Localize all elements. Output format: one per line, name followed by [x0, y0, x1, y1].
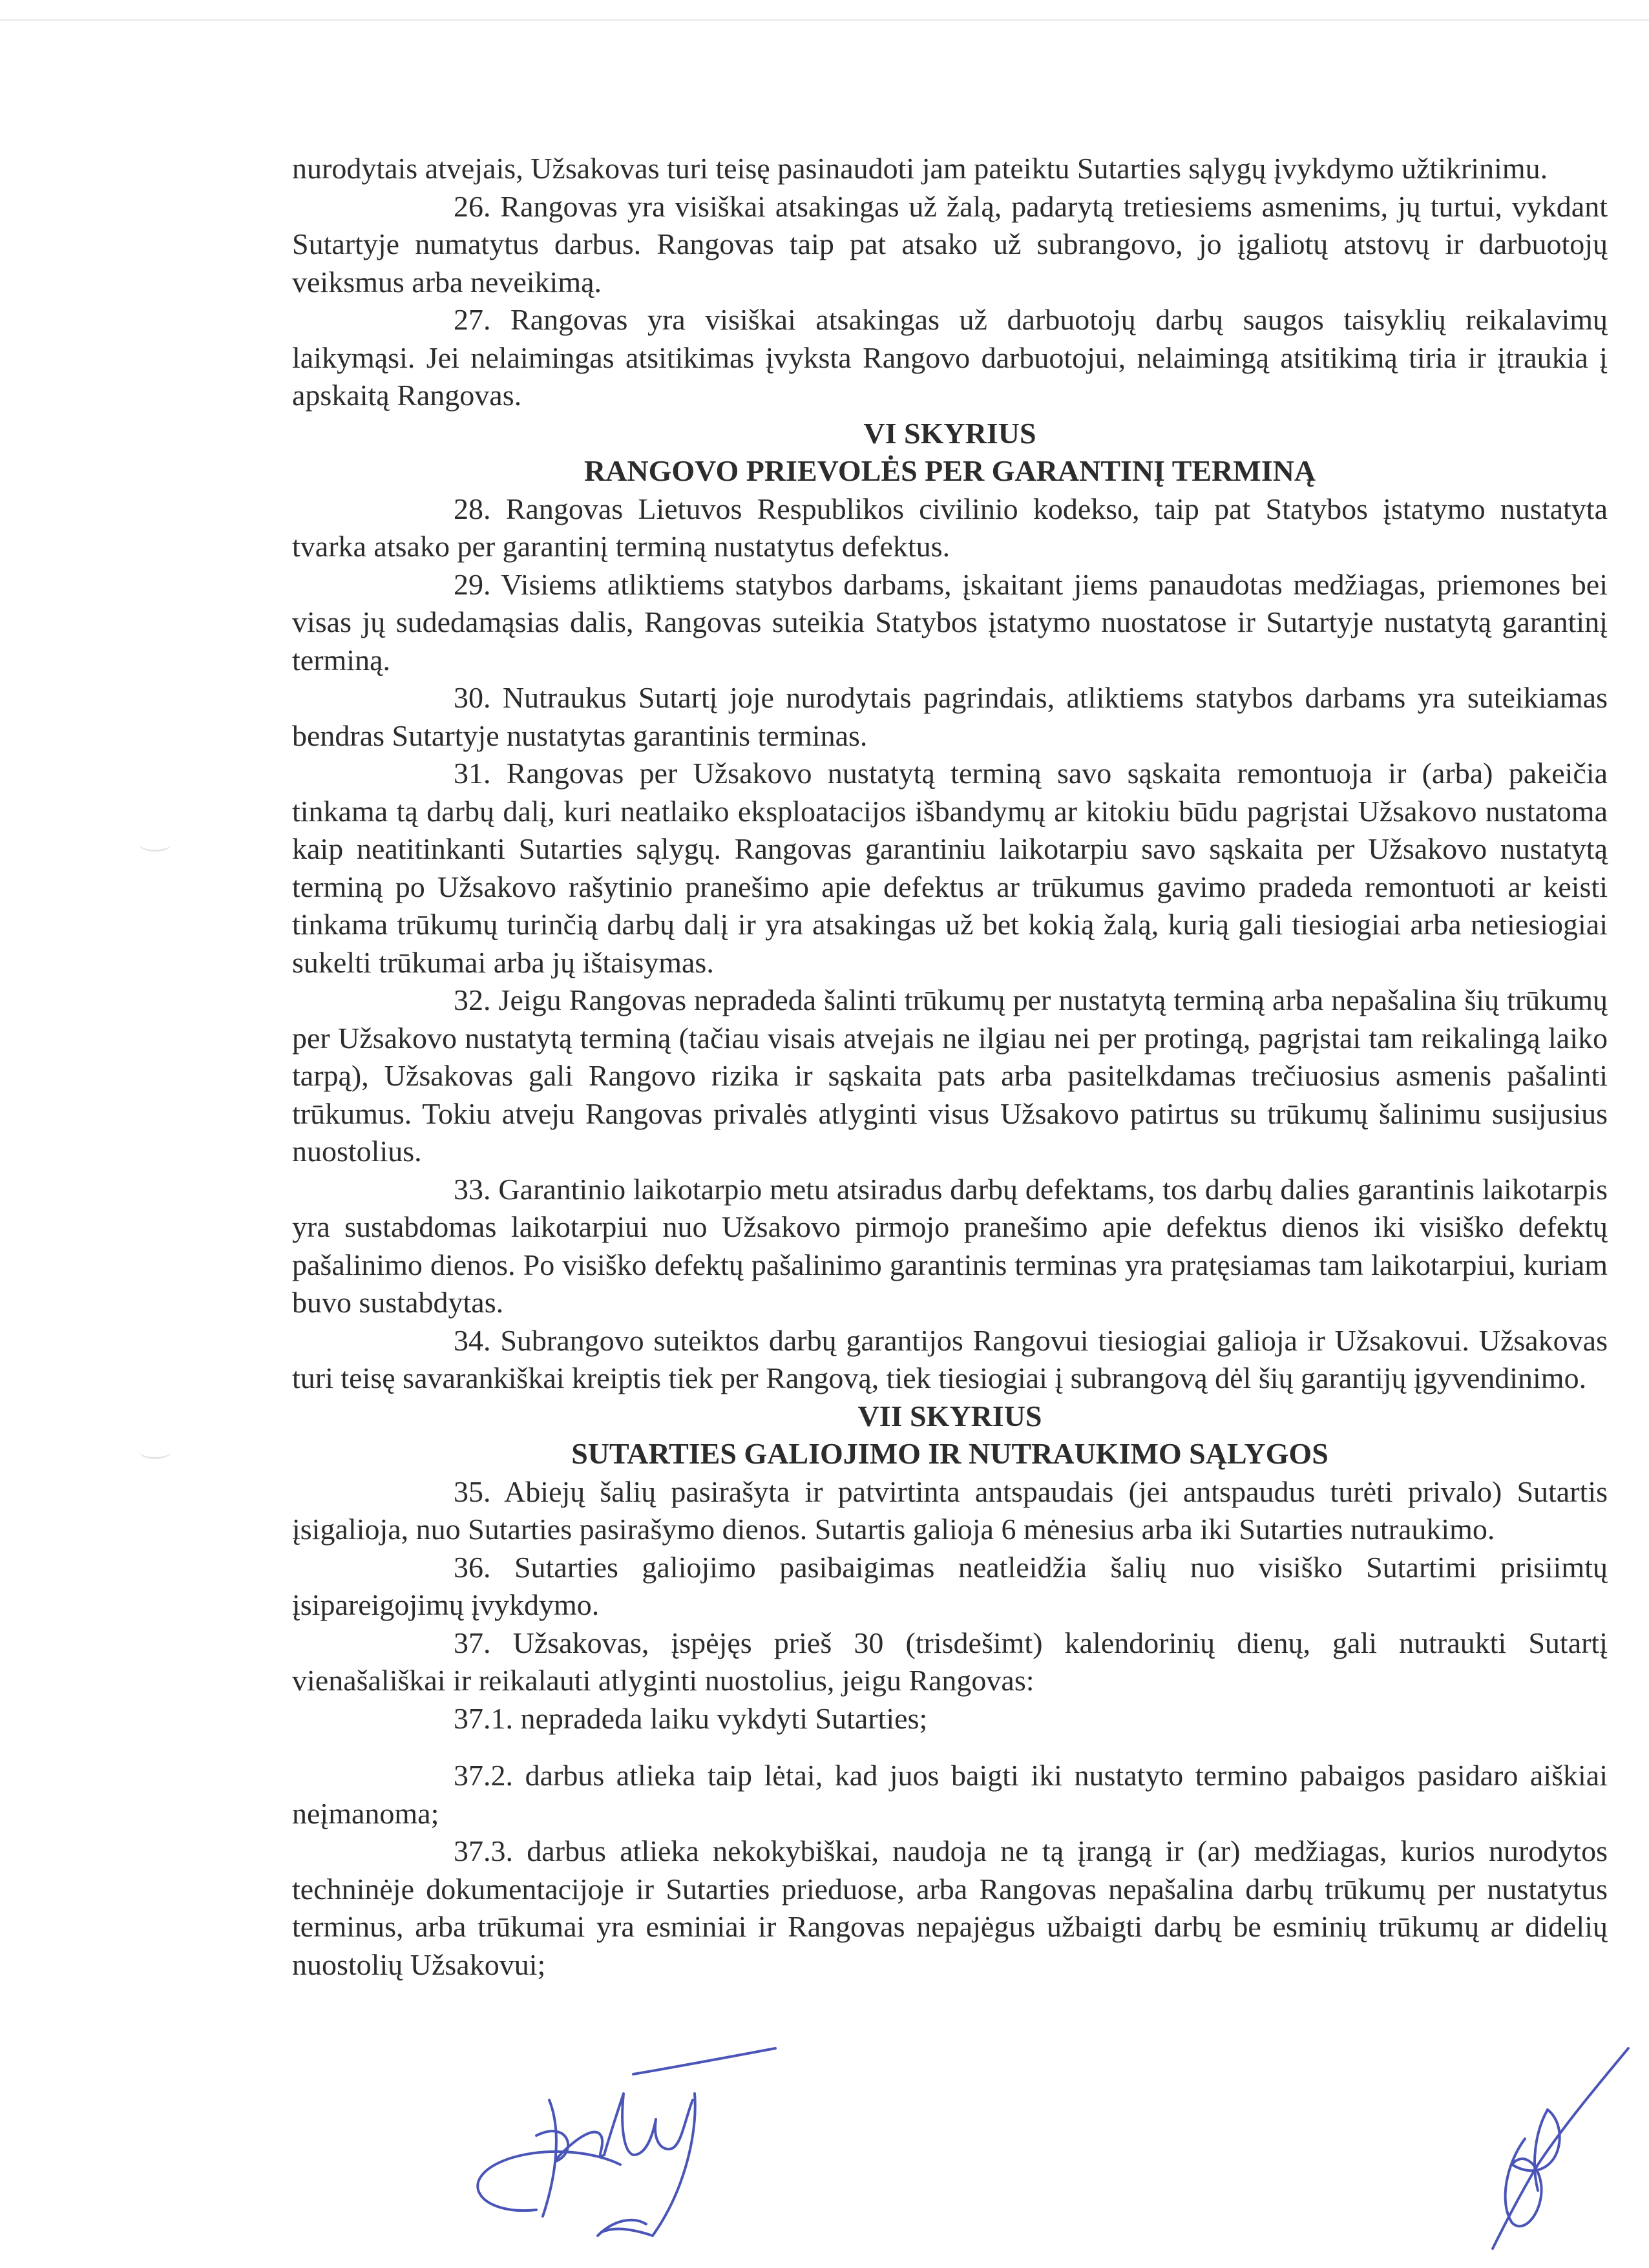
paragraph-34: 34. Subrangovo suteiktos darbų garantijos Rangovui tiesiogiai galioja ir Užsakovui. Užsakovas turi teisę savarankiškai kreiptis tiek per Rangovą, tiek tiesiogiai į subrangovą dėl šių garantijų įgyvendinimo. [292, 1323, 1608, 1394]
paragraph-33: 33. Garantinio laikotarpio metu atsiradus darbų defektams, tos darbų dalies garantinis laikotarpis yra sustabdomas laikotarpiui nuo Užsakovo pirmojo pranešimo apie defektus dienos iki visiško defektų pašalinimo dienos. Po visiško defektų pašalinimo garantinis terminas yra pratęsiamas tam laikotarpiui, kuriam buvo sustabdytas. [292, 1172, 1608, 1319]
section-heading-number: VII SKYRIUS [857, 1399, 1042, 1433]
punch-hole-mark [139, 1444, 171, 1459]
paragraph-27: 27. Rangovas yra visiškai atsakingas už darbuotojų darbų saugos taisyklių reikalavimų laikymąsi. Jei nelaimingas atsitikimas įvyksta Rangovo darbuotojui, nelaimingą atsitikimą tiria ir įtraukia į apskaitą Rangovas. [292, 303, 1608, 412]
paragraph-37-2: 37.2. darbus atlieka taip lėtai, kad juos baigti iki nustatyto termino pabaigos pasidaro aiškiai neįmanoma; [292, 1759, 1608, 1830]
paragraph-31: 31. Rangovas per Užsakovo nustatytą terminą savo sąskaita remontuoja ir (arba) pakeičia tinkama tą darbų dalį, kuri neatlaiko eksploatacijos išbandymų ar kitokiu būdu pagrįstai Užsakovo nustatoma kaip neatitinkanti Sutarties sąlygų. Rangovas garantiniu laikotarpiu savo sąskaita per Užsakovo nustatytą terminą po Užsakovo rašytinio pranešimo apie defektus ar trūkumus gavimo pradeda remontuoti ar keisti tinkama trūkumų turinčią darbų dalį ir yra atsakingas už bet kokią žalą, kurią gali tiesiogiai arba netiesiogiai sukelti trūkumai arba jų ištaisymas. [292, 757, 1608, 979]
paragraph-29: 29. Visiems atliktiems statybos darbams, įskaitant jiems panaudotas medžiagas, priemones bei visas jų sudedamąsias dalis, Rangovas suteikia Statybos įstatymo nuostatose ir Sutartyje nustatytą garantinį terminą. [292, 567, 1608, 677]
document-body [292, 150, 1608, 1984]
paragraph-36: 36. Sutarties galiojimo pasibaigimas neatleidžia šalių nuo visiško Sutartimi prisiimtų įsipareigojimų įvykdymo. [292, 1550, 1608, 1621]
paragraph-30: 30. Nutraukus Sutartį joje nurodytais pagrindais, atliktiems statybos darbams yra suteikiamas bendras Sutartyje nustatytas garantinis terminas. [292, 681, 1608, 752]
signature-right [1467, 2035, 1641, 2255]
paragraph-37-3: 37.3. darbus atlieka nekokybiškai, naudoja ne tą įrangą ir (ar) medžiagas, kurios nurodytos techninėje dokumentacijoje ir Sutarties prieduose, arba Rangovas nepašalina darbų trūkumų per nustatytus terminus, arba trūkumai yra esminiai ir Rangovas nepajėgus užbaigti darbų be esminių trūkumų ar didelių nuostolių Užsakovui; [292, 1834, 1608, 1981]
paragraph-37: 37. Užsakovas, įspėjęs prieš 30 (trisdešimt) kalendorinių dienų, gali nutraukti Sutartį vienašališkai ir reikalauti atlyginti nuostolius, jeigu Rangovas: [292, 1626, 1608, 1697]
section-heading-title: RANGOVO PRIEVOLĖS PER GARANTINĮ TERMINĄ [583, 454, 1316, 487]
scan-edge-line [0, 19, 1649, 21]
paragraph-37-1: 37.1. nepradeda laiku vykdyti Sutarties; [454, 1701, 928, 1735]
paragraph-32: 32. Jeigu Rangovas nepradeda šalinti trūkumų per nustatytą terminą arba nepašalina šių trūkumų per Užsakovo nustatytą terminą (tačiau visais atvejais ne ilgiau nei per protingą, pagrįstai tam reikalingą laiko tarpą), Užsakovas gali Rangovo rizika ir sąskaita pats arba pasitelkdamas trečiuosius asmenis pašalinti trūkumus. Tokiu atveju Rangovas privalės atlyginti visus Užsakovo patirtus su trūkumų šalinimu susijusius nuostolius. [292, 983, 1608, 1168]
paragraph-26: 26. Rangovas yra visiškai atsakingas už žalą, padarytą tretiesiems asmenims, jų turtui, vykdant Sutartyje numatytus darbus. Rangovas taip pat atsako už subrangovo, jo įgaliotų atstovų ir darbuotojų veiksmus arba neveikimą. [292, 189, 1608, 299]
paragraph: nurodytais atvejais, Užsakovas turi teisę pasinaudoti jam pateiktu Sutarties sąlygų įvykdymo užtikrinimu. [292, 152, 1548, 185]
signature-left [439, 2022, 801, 2255]
punch-hole-mark [139, 837, 171, 852]
section-heading-title: SUTARTIES GALIOJIMO IR NUTRAUKIMO SĄLYGOS [571, 1437, 1329, 1470]
paragraph-35: 35. Abiejų šalių pasirašyta ir patvirtinta antspaudais (jei antspaudus turėti privalo) Sutartis įsigalioja, nuo Sutarties pasirašymo dienos. Sutartis galioja 6 mėnesius arba iki Sutarties nutraukimo. [292, 1475, 1608, 1546]
section-heading-number: VI SKYRIUS [863, 416, 1036, 450]
paragraph-28: 28. Rangovas Lietuvos Respublikos civilinio kodekso, taip pat Statybos įstatymo nustatyta tvarka atsako per garantinį terminą nustatytus defektus. [292, 492, 1608, 563]
